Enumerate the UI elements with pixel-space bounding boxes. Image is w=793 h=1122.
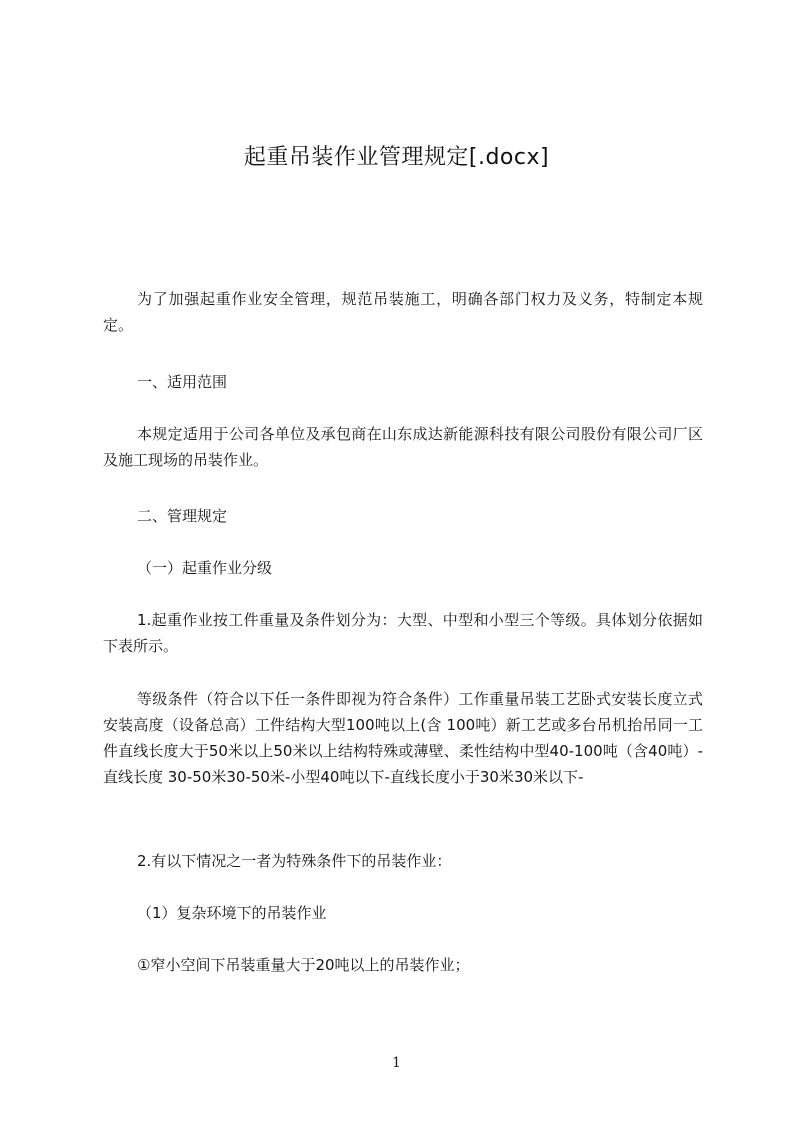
sub1-heading-block — [103, 555, 703, 581]
item2-block — [103, 848, 703, 874]
section1-body-block — [103, 421, 703, 473]
item2-sub1-heading: （1）复杂环境下的吊装作业 — [137, 904, 327, 922]
table-text-block — [103, 686, 703, 790]
item2-paragraph: 2.有以下情况之一者为特殊条件下的吊装作业： — [137, 852, 452, 870]
item2-sub1-block — [103, 900, 703, 926]
intro-paragraph: 为了加强起重作业安全管理，规范吊装施工，明确各部门权力及义务，特制定本规定。 — [103, 290, 703, 334]
table-text-paragraph: 等级条件（符合以下任一条件即视为符合条件）工作重量吊装工艺卧式安装长度立式安装高度（设备总高）工件结构大型100吨以上(含 100吨）新工艺或多台吊机抬吊同一工件直线长度大于50米以上50米以上结构特殊或薄壁、柔性结构中型40-100吨（含40吨）-直线长度 30-50米30-50米-小型40吨以下-直线长度小于30米30米以下- — [103, 690, 703, 786]
page-number: 1 — [392, 1055, 401, 1071]
item1-paragraph: 1.起重作业按工件重量及条件划分为：大型、中型和小型三个等级。具体划分依据如下表所示。 — [103, 611, 703, 655]
sub1-heading: （一）起重作业分级 — [137, 559, 273, 577]
section1-body: 本规定适用于公司各单位及承包商在山东成达新能源科技有限公司股份有限公司厂区及施工现场的吊装作业。 — [103, 425, 703, 469]
document-body — [103, 286, 703, 338]
section2-heading-block — [103, 503, 703, 529]
item2-sub1-a: ①窄小空间下吊装重量大于20吨以上的吊装作业； — [137, 956, 470, 974]
item2-sub1-a-block — [103, 952, 703, 978]
section2-heading: 二、管理规定 — [137, 507, 228, 525]
document-title: 起重吊装作业管理规定[.docx] — [243, 145, 550, 170]
section1-heading-block — [103, 369, 703, 395]
item1-block — [103, 607, 703, 659]
section1-heading: 一、适用范围 — [137, 373, 228, 391]
